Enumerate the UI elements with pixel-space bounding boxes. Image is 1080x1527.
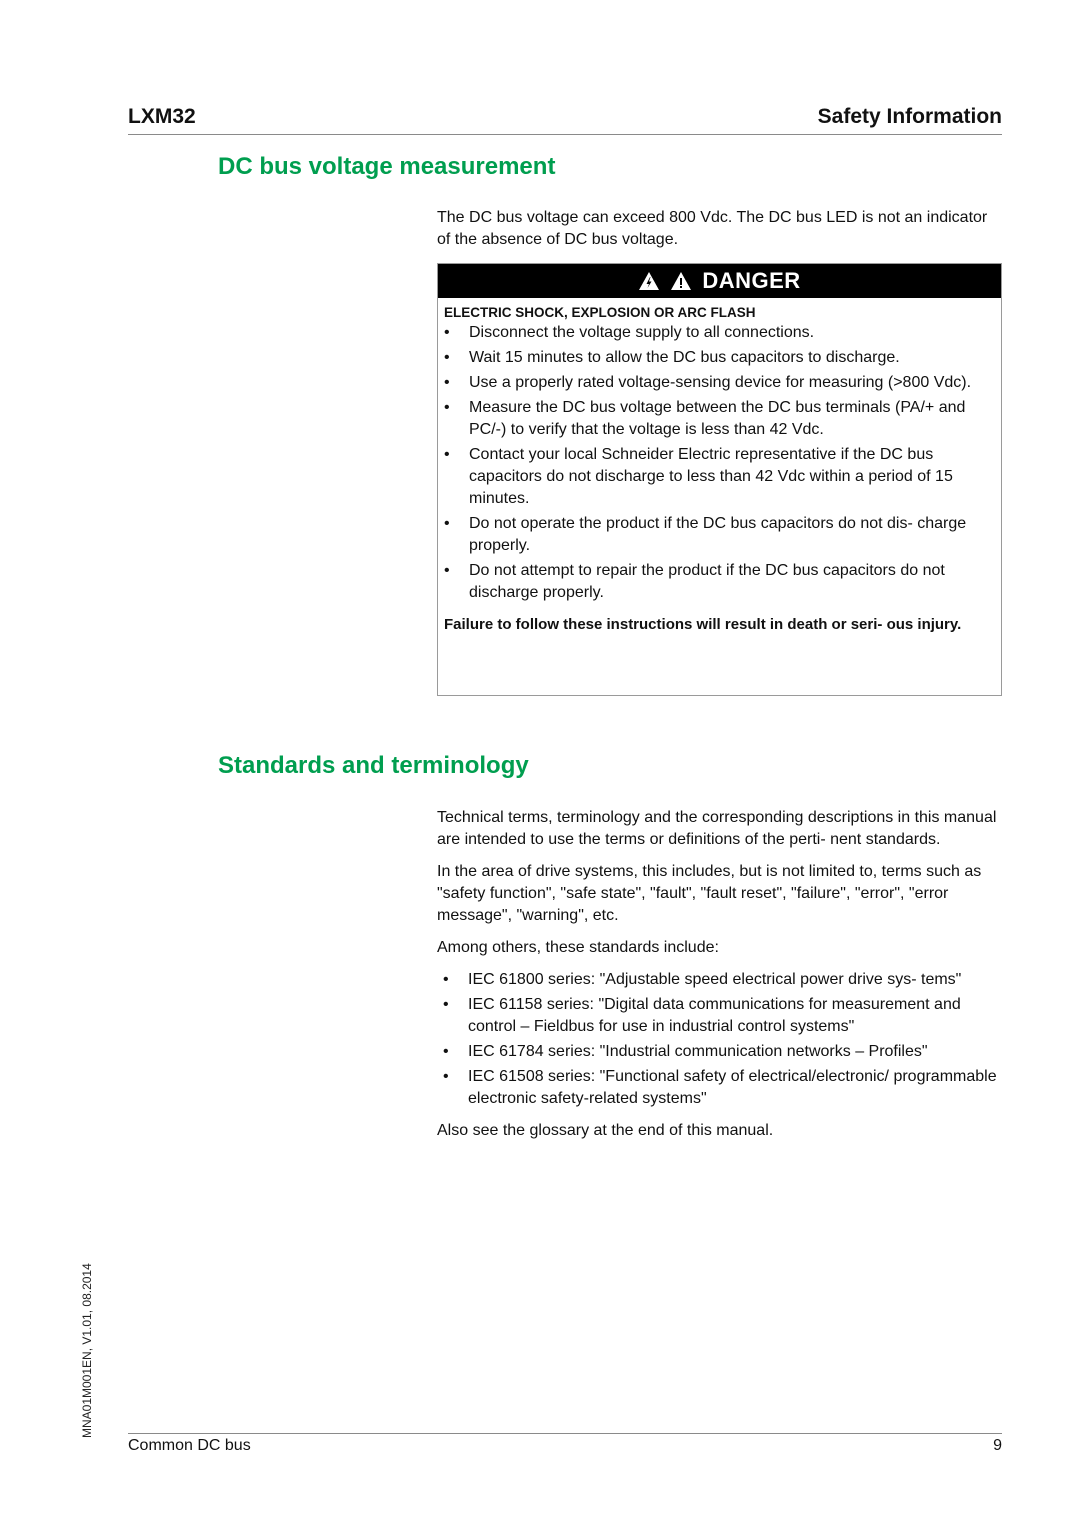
page-number: 9 xyxy=(993,1437,1002,1454)
list-item: • Do not operate the product if the DC bus capacitors do not dis- charge properly. xyxy=(438,513,1001,557)
standards-body xyxy=(437,807,1002,1152)
danger-subtitle: ELECTRIC SHOCK, EXPLOSION OR ARC FLASH xyxy=(444,305,756,320)
standards-para-3: Among others, these standards include: xyxy=(437,939,719,956)
standards-list xyxy=(437,969,1002,1110)
dc-bus-intro-text: The DC bus voltage can exceed 800 Vdc. The DC bus LED is not an indicator of the absence of DC bus voltage. xyxy=(437,209,988,248)
list-item: • IEC 61158 series: "Digital data communications for measurement and control – Fieldbus for use in industrial control systems" xyxy=(437,994,1002,1038)
list-item: • IEC 61508 series: "Functional safety of electrical/electronic/ programmable electronic safety-related systems" xyxy=(437,1066,1002,1110)
header-rule xyxy=(128,134,1002,135)
list-item: • Use a properly rated voltage-sensing device for measuring (>800 Vdc). xyxy=(438,372,1001,394)
warning-icon xyxy=(670,271,692,291)
danger-consequence: Failure to follow these instructions will result in death or seri- ous injury. xyxy=(444,616,962,633)
standards-closing: Also see the glossary at the end of this manual. xyxy=(437,1122,774,1139)
danger-label: DANGER xyxy=(702,268,801,293)
section-title-standards: Standards and terminology xyxy=(218,752,529,779)
header-product: LXM32 xyxy=(128,105,196,128)
header-chapter: Safety Information xyxy=(817,105,1002,128)
footer-section: Common DC bus xyxy=(128,1437,251,1454)
list-item: • IEC 61800 series: "Adjustable speed electrical power drive sys- tems" xyxy=(437,969,1002,991)
standards-para-2: In the area of drive systems, this includes, but is not limited to, terms such as "safety function", "safe state", "fault", "fault reset", "failure", "error", "error message", "warning", etc. xyxy=(437,863,982,924)
list-item: • Contact your local Schneider Electric representative if the DC bus capacitors do not discharge to less than 42 Vdc within a period of 15 minutes. xyxy=(438,444,1001,510)
document-code: MNA01M001EN, V1.01, 08.2014 xyxy=(80,1263,94,1438)
section-title-dc-bus: DC bus voltage measurement xyxy=(218,153,556,180)
dc-bus-intro xyxy=(437,207,1002,261)
list-item: • Measure the DC bus voltage between the DC bus terminals (PA/+ and PC/-) to verify that the voltage is less than 42 Vdc. xyxy=(438,397,1001,441)
footer-rule xyxy=(128,1433,1002,1434)
list-item: • IEC 61784 series: "Industrial communication networks – Profiles" xyxy=(437,1041,1002,1063)
list-item: • Disconnect the voltage supply to all connections. xyxy=(438,322,1001,344)
danger-list xyxy=(438,322,1001,604)
list-item: • Do not attempt to repair the product if the DC bus capacitors do not discharge properly. xyxy=(438,560,1001,604)
list-item: • Wait 15 minutes to allow the DC bus capacitors to discharge. xyxy=(438,347,1001,369)
danger-bar xyxy=(438,264,1001,298)
standards-para-1: Technical terms, terminology and the corresponding descriptions in this manual are intended to use the terms or definitions of the perti- nent standards. xyxy=(437,809,997,848)
danger-box xyxy=(437,263,1002,696)
electric-hazard-icon xyxy=(638,271,660,291)
